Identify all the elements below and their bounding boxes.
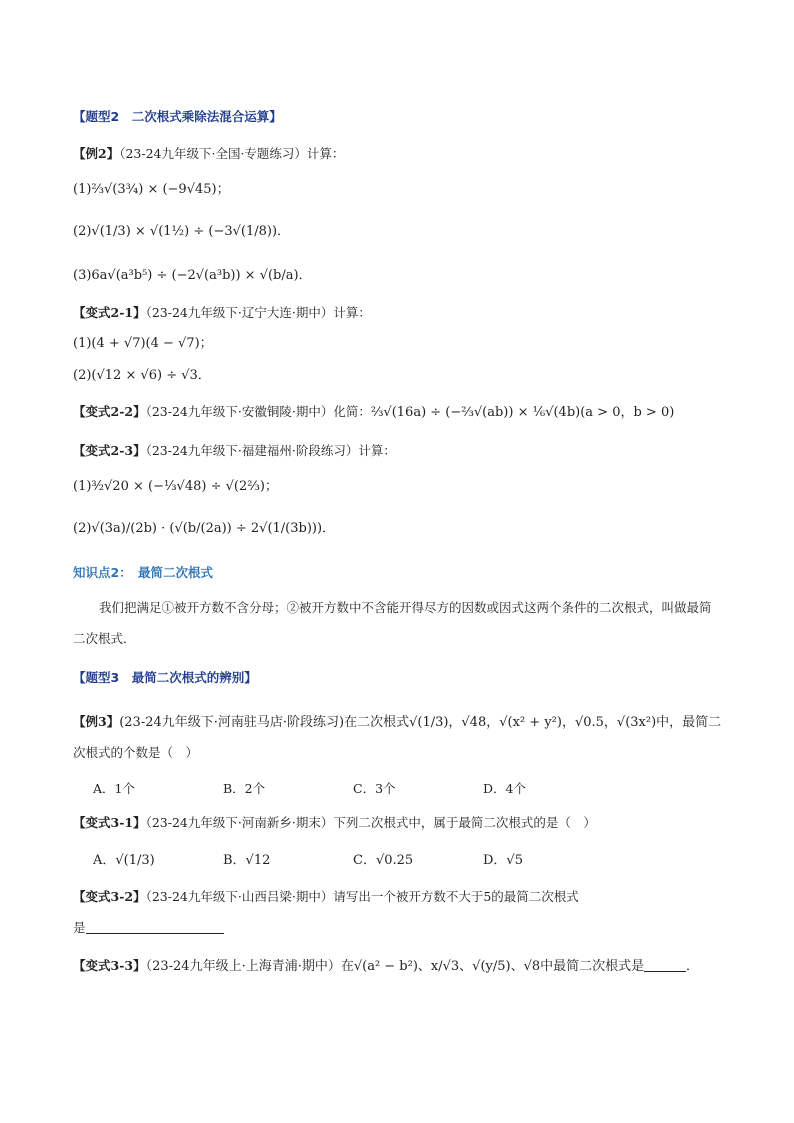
example-3-tag: 【例3】: [73, 714, 120, 729]
variant-3-1-options: [93, 849, 613, 868]
variant-2-3-source: （23-24九年级下·福建福州·阶段练习）计算：: [145, 443, 396, 458]
variant-2-1-source: （23-24九年级下·辽宁大连·期中）计算：: [145, 305, 371, 320]
example-2-source: （23-24九年级下·全国·专题练习）计算：: [119, 146, 345, 161]
example-3-text-continued: 次根式的个数是（ ）: [73, 745, 199, 760]
variant-3-2-answer-line: [73, 918, 224, 938]
example-3: [73, 712, 721, 733]
variant-2-3-tag: 【变式2-3】: [73, 443, 146, 458]
option-c[interactable]: C．3个: [353, 781, 396, 796]
variant-2-2: [73, 402, 674, 423]
variant-2-3-item-1: (1)³⁄₂√20 × (−⅓√48) ÷ √(2⅔)；: [73, 479, 278, 494]
variant-2-3-item-2: (2)√(3a)/(2b) · (√(b/(2a)) ÷ 2√(1/(3b)))．: [73, 521, 336, 536]
knowledge-point-2-title: 知识点2： 最简二次根式: [73, 565, 213, 580]
variant-3-3-tag: 【变式3-3】: [73, 958, 146, 973]
example-2-item-3: (3)6a√(a³b⁵) ÷ (−2√(a³b)) × √(b/a)．: [73, 268, 312, 283]
variant-2-1: [73, 303, 371, 323]
variant-2-2-tag: 【变式2-2】: [73, 404, 146, 419]
variant-3-2-text-continued: 是: [73, 920, 86, 935]
option-a[interactable]: A．1个: [93, 781, 135, 796]
option-b[interactable]: B．2个: [223, 781, 266, 796]
example-2-item-1: (1)⅔√(3¾) × (−9√45)；: [73, 182, 230, 197]
variant-2-1-item-2: (2)(√12 × √6) ÷ √3．: [73, 368, 211, 383]
variant-3-2-text: （23-24九年级下·山西吕梁·期中）请写出一个被开方数不大于5的最简二次根式: [145, 889, 579, 904]
variant-3-1: [73, 813, 596, 833]
heading-type-2: 【题型2 二次根式乘除法混合运算】: [73, 109, 282, 124]
answer-blank[interactable]: [644, 957, 686, 972]
knowledge-point-2-text: 我们把满足①被开方数不含分母；②被开方数中不含能开得尽方的因数或因式这两个条件的二次根式，叫做最简二次根式．: [73, 600, 712, 646]
variant-3-3-text: （23-24九年级上·上海青浦·期中）在√(a² − b²)、x/√3、√(y/5)、√8中最简二次根式是: [145, 959, 645, 974]
heading-type-3: 【题型3 最简二次根式的辨别】: [73, 670, 257, 685]
variant-2-2-source: （23-24九年级下·安徽铜陵·期中）化简：: [145, 404, 371, 419]
example-2: [73, 144, 344, 164]
variant-3-2-tag: 【变式3-2】: [73, 889, 146, 904]
answer-blank[interactable]: [86, 919, 224, 934]
variant-3-1-text: （23-24九年级下·河南新乡·期末）下列二次根式中，属于最简二次根式的是（ ）: [145, 815, 596, 830]
example-2-tag: 【例2】: [73, 146, 120, 161]
option-b[interactable]: B．√12: [223, 853, 271, 868]
option-d[interactable]: D．√5: [483, 853, 523, 868]
variant-3-3-end: ．: [686, 958, 699, 973]
option-d[interactable]: D．4个: [483, 781, 526, 796]
variant-3-3: [73, 956, 699, 977]
variant-3-1-tag: 【变式3-1】: [73, 815, 146, 830]
variant-2-3: [73, 441, 396, 461]
example-2-item-2: (2)√(1/3) × √(1½) ÷ (−3√(1/8))．: [73, 224, 291, 239]
option-c[interactable]: C．√0.25: [353, 853, 414, 868]
variant-2-1-item-1: (1)(4 + √7)(4 − √7)；: [73, 336, 213, 351]
variant-2-1-tag: 【变式2-1】: [73, 305, 146, 320]
example-3-options: [93, 779, 613, 797]
variant-3-2: [73, 887, 579, 907]
option-a[interactable]: A．√(1/3): [93, 853, 155, 868]
example-3-text: (23-24九年级下·河南驻马店·阶段练习)在二次根式√(1/3)，√48，√(x² + y²)，√0.5，√(3x²)中，最简二: [119, 715, 722, 730]
variant-2-2-expression: ⅔√(16a) ÷ (−⅔√(ab)) × ⅙√(4b)(a > 0，b > 0): [370, 405, 675, 420]
